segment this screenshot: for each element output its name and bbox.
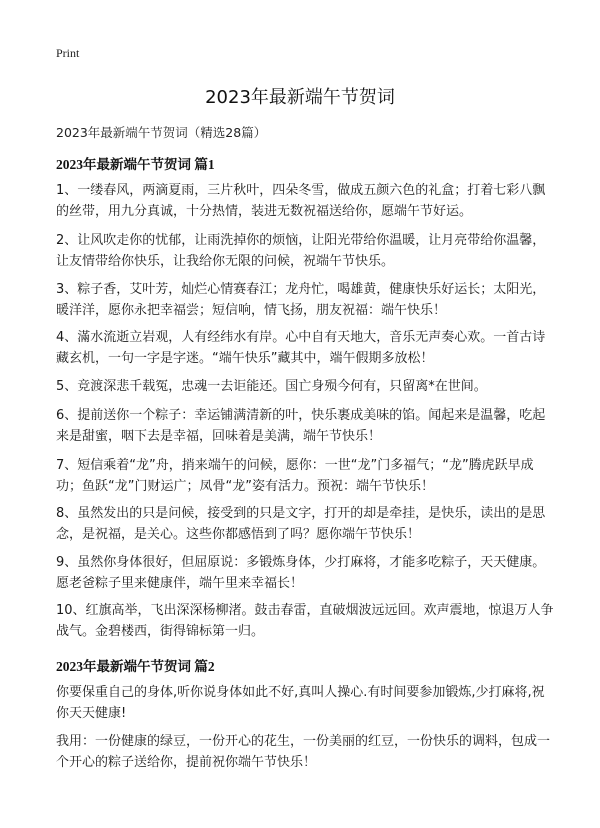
document-subtitle: 2023年最新端午节贺词（精选28篇） (56, 125, 267, 140)
paragraph: 8、虽然发出的只是问候，接受到的只是文字，打开的却是牵挂，是快乐，读出的是思念，是祝福，是关心。这些你都感悟到了吗？愿你端午节快乐！ (56, 506, 546, 542)
section-heading: 2023年最新端午节贺词 篇1 (56, 157, 215, 172)
paragraph: 4、滿水流逝立岩观，人有经纬水有岸。心中自有天地大，音乐无声奏心欢。一首古诗藏玄机，一句一字是字迷。“端午快乐”藏其中，端午假期多放松！ (56, 330, 546, 366)
paragraph: 7、短信乘着“龙”舟，捎来端午的问候，愿你：一世“龙”门多福气；“龙”腾虎跃早成功；鱼跃“龙”门财运广；凤骨“龙”姿有活力。预祝：端午节快乐！ (56, 458, 534, 494)
page-title: 2023年最新端午节贺词 (205, 87, 395, 108)
paragraph: 你要保重自己的身体,听你说身体如此不好,真叫人操心.有时间要参加锻炼,少打麻将,祝你天天健康! (56, 685, 545, 721)
print-link[interactable]: Print (56, 46, 80, 60)
paragraph: 2、让风吹走你的忧郁，让雨洗掉你的烦恼，让阳光带给你温暖，让月亮带给你温馨，让友情带给你快乐，让我给你无限的问候，祝端午节快乐。 (56, 233, 546, 269)
paragraph: 6、提前送你一个粽子：幸运铺满清新的叶，快乐裹成美味的馅。闻起来是温馨，吃起来是甜蜜，咽下去是幸福，回味着是美满，端午节快乐！ (56, 408, 546, 444)
section-heading: 2023年最新端午节贺词 篇2 (56, 659, 215, 674)
paragraph: 我用：一份健康的绿豆，一份开心的花生，一份美丽的红豆，一份快乐的调料，包成一个开心的粽子送给你，提前祝你端午节快乐！ (56, 734, 551, 770)
paragraph: 10、红旗高举，飞出深深杨柳渚。鼓击春雷，直破烟波远远回。欢声震地，惊退万人争战气。金碧楼西，街得锦标第一归。 (56, 603, 554, 639)
paragraph: 5、竞渡深悲千载冤，忠魂一去讵能还。国亡身殒今何有，只留离*在世间。 (56, 379, 487, 394)
paragraph: 3、粽子香，艾叶芳，灿烂心情赛春江；龙舟忙，喝雄黄，健康快乐好运长；太阳光，暖洋洋，愿你永把幸福尝；短信响，情飞扬，朋友祝福：端午快乐！ (56, 282, 546, 318)
paragraph: 9、虽然你身体很好，但屈原说：多锻炼身体，少打麻将，才能多吃粽子，天天健康。愿老爸粽子里来健康伴，端午里来幸福长！ (56, 555, 546, 591)
paragraph: 1、一缕春风，两滴夏雨，三片秋叶，四朵冬雪，做成五颜六色的礼盒；打着七彩八飘的丝带，用九分真诚，十分热情，装进无数祝福送给你，愿端午节好运。 (56, 183, 546, 219)
